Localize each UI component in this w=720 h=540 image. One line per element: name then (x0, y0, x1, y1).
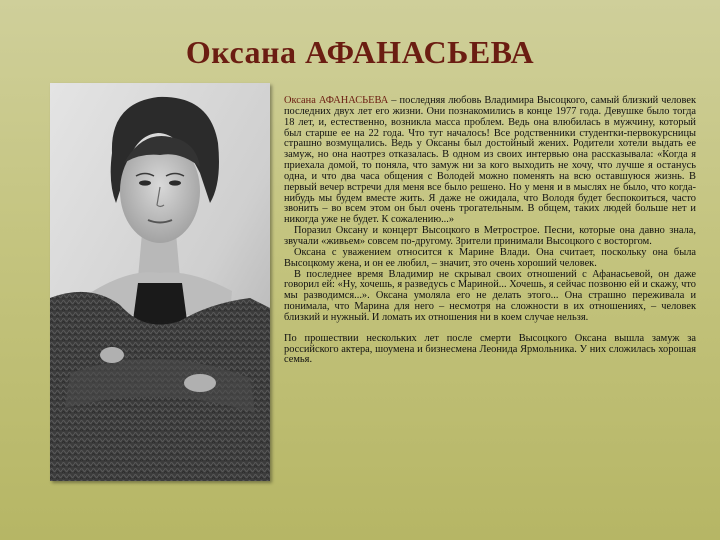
portrait-image (50, 83, 270, 481)
paragraph-1-text: – последняя любовь Владимира Высоцкого, самый близкий человек последних двух лет его жизни. Они познакомились в конце 1977 года. Девушке было тогда 18 лет, и, естественно, возникла масса проблем. Ведь она влюбилась в мужчину, который был старше ее на 22 года. Что тут началось! Все родственники студентки-первокурсницы страшно возмущались. Ведь у Оксаны был достойный жених. Родители хотели выдать ее замуж, но она наотрез отказалась. В одном из своих интервью она рассказывала: «Когда я приехала домой, то поняла, что замуж ни за кого выходить не хочу, что лучше я останусь одна, и что два часа общения с Володей можно поменять на всю оставшуюся жизнь. В первый вечер встречи для меня все было решено. Но у меня и в мыслях не было, что когда-нибудь мы будем вместе жить. Я даже не ожидала, что Володя будет беспокоиться, часто звонить – во всем этом он был очень трогательным. В общем, таких людей больше нет и никогда уже не будет. К сожалению...» (284, 95, 696, 226)
article-text (284, 96, 696, 366)
paragraph-3: Оксана с уважением относится к Марине Влади. Она считает, поскольку она была Высоцкому жена, и он ее любил, – значит, это очень хороший человек. (284, 246, 696, 269)
lead-name: Оксана АФАНАСЬЕВА (284, 95, 389, 106)
slide-title: Оксана АФАНАСЬЕВА (185, 34, 535, 70)
paragraph-4: В последнее время Владимир не скрывал своих отношений с Афанасьевой, он даже говорил ей: «Ну, хочешь, я разведусь с Мариной... Хочешь, я сейчас позвоню ей и скажу, что мы разводимся...». Оксана умоляла его не делать этого... Она страшно переживала и понимала, что Марина для него – несмотря на сложности в их отношениях, – человек близкий и нужный. И ломать их отношения ни в коем случае нельзя. (284, 268, 696, 323)
paragraph-1 (284, 96, 696, 226)
paragraph-5: По прошествии нескольких лет после смерти Высоцкого Оксана вышла замуж за российского актера, шоумена и бизнесмена Леонида Ярмольника. У них сложилась хорошая семья. (284, 332, 696, 366)
paragraph-2: Поразил Оксану и концерт Высоцкого в Метрострое. Песни, которые она давно знала, звучали «живьем» совсем по-другому. Зрители принимали Высоцкого с восторгом. (284, 225, 696, 247)
portrait-photo (50, 83, 270, 481)
